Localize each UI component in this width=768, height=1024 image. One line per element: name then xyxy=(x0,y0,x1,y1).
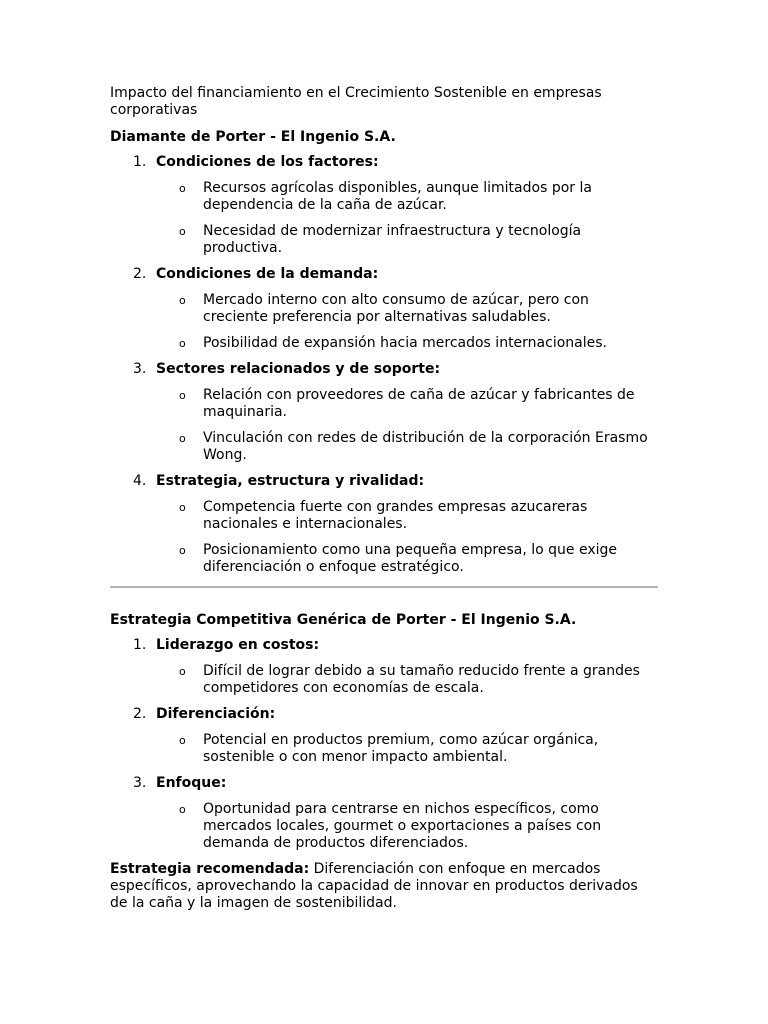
item-title: Liderazgo en costos: xyxy=(156,637,320,653)
sub-list-item xyxy=(110,430,658,464)
item-number: 2. xyxy=(133,266,147,282)
sub-list-item xyxy=(110,292,658,326)
circle-bullet-icon: o xyxy=(179,337,186,350)
sub-list-item xyxy=(110,335,658,352)
circle-bullet-icon: o xyxy=(179,294,186,307)
circle-bullet-icon: o xyxy=(179,432,186,445)
sub-item-text: Recursos agrícolas disponibles, aunque limitados por la dependencia de la caña de azúcar. xyxy=(203,180,592,213)
sub-item-text: Posibilidad de expansión hacia mercados internacionales. xyxy=(203,335,607,351)
circle-bullet-icon: o xyxy=(179,544,186,557)
circle-bullet-icon: o xyxy=(179,182,186,195)
sub-list-item xyxy=(110,387,658,421)
list-item xyxy=(110,473,658,576)
sub-item-text: Difícil de lograr debido a su tamaño reducido frente a grandes competidores con economías de escala. xyxy=(203,663,640,696)
list-item xyxy=(110,775,658,852)
list-item xyxy=(110,361,658,464)
sub-item-text: Relación con proveedores de caña de azúcar y fabricantes de maquinaria. xyxy=(203,387,635,420)
sub-list-item xyxy=(110,499,658,533)
item-title: Enfoque: xyxy=(156,775,227,791)
document-title: Impacto del financiamiento en el Crecimiento Sostenible en empresas corporativas xyxy=(110,85,602,118)
sub-list-item xyxy=(110,732,658,766)
sub-list-item xyxy=(110,663,658,697)
sub-item-text: Oportunidad para centrarse en nichos específicos, como mercados locales, gourmet o exportaciones a países con demanda de productos diferenciados. xyxy=(203,801,602,851)
item-title: Condiciones de la demanda: xyxy=(156,266,379,282)
circle-bullet-icon: o xyxy=(179,665,186,678)
item-title: Estrategia, estructura y rivalidad: xyxy=(156,473,425,489)
sub-item-text: Posicionamiento como una pequeña empresa, lo que exige diferenciación o enfoque estratégico. xyxy=(203,542,618,575)
circle-bullet-icon: o xyxy=(179,803,186,816)
item-number: 2. xyxy=(133,706,147,722)
item-title: Diferenciación: xyxy=(156,706,276,722)
porter-diamond-heading: Diamante de Porter - El Ingenio S.A. xyxy=(110,129,396,145)
list-item xyxy=(110,706,658,766)
circle-bullet-icon: o xyxy=(179,501,186,514)
sub-item-text: Vinculación con redes de distribución de la corporación Erasmo Wong. xyxy=(203,430,648,463)
list-item xyxy=(110,637,658,697)
sub-item-text: Mercado interno con alto consumo de azúcar, pero con creciente preferencia por alternativas saludables. xyxy=(203,292,589,325)
circle-bullet-icon: o xyxy=(179,389,186,402)
list-item xyxy=(110,266,658,352)
item-number: 3. xyxy=(133,775,147,791)
section-divider xyxy=(110,586,658,588)
item-title: Condiciones de los factores: xyxy=(156,154,379,170)
circle-bullet-icon: o xyxy=(179,225,186,238)
item-title: Sectores relacionados y de soporte: xyxy=(156,361,441,377)
sub-item-text: Potencial en productos premium, como azúcar orgánica, sostenible o con menor impacto ambiental. xyxy=(203,732,599,765)
sub-list-item xyxy=(110,801,658,852)
item-number: 3. xyxy=(133,361,147,377)
item-number: 4. xyxy=(133,473,147,489)
sub-item-text: Competencia fuerte con grandes empresas azucareras nacionales e internacionales. xyxy=(203,499,588,532)
item-number: 1. xyxy=(133,154,147,170)
document-page xyxy=(110,85,658,912)
sub-list-item xyxy=(110,542,658,576)
sub-list-item xyxy=(110,223,658,257)
recommendation-text: Diferenciación con enfoque en mercados específicos, aprovechando la capacidad de innovar en productos derivados de la caña y la imagen de sostenibilidad. xyxy=(110,861,638,911)
recommendation-paragraph xyxy=(110,861,658,912)
circle-bullet-icon: o xyxy=(179,734,186,747)
porter-diamond-list xyxy=(110,154,658,576)
sub-list-item xyxy=(110,180,658,214)
recommendation-label: Estrategia recomendada: xyxy=(110,861,310,877)
sub-item-text: Necesidad de modernizar infraestructura y tecnología productiva. xyxy=(203,223,582,256)
item-number: 1. xyxy=(133,637,147,653)
generic-strategy-list xyxy=(110,637,658,852)
list-item xyxy=(110,154,658,257)
generic-strategy-heading: Estrategia Competitiva Genérica de Porter - El Ingenio S.A. xyxy=(110,612,577,628)
